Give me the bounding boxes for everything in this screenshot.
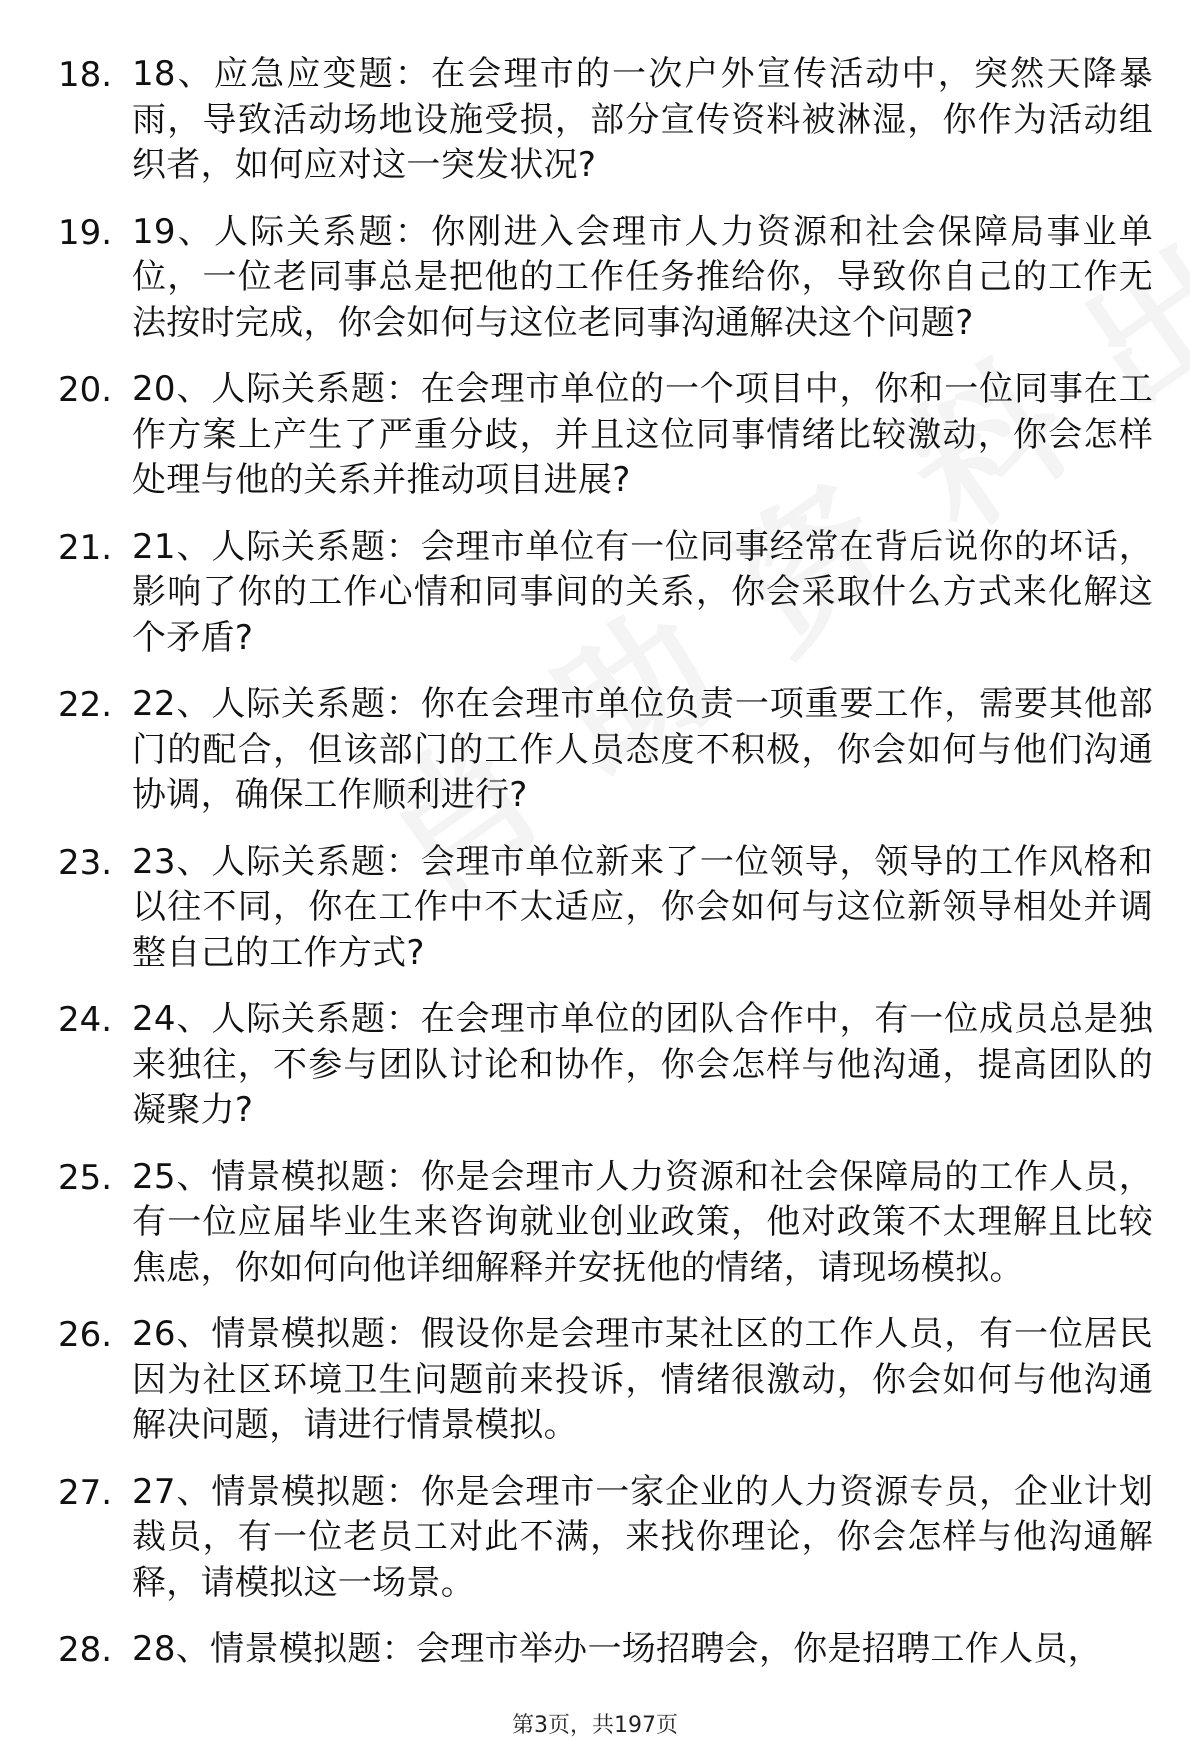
item-number: 25. <box>58 1157 113 1198</box>
item-number: 22. <box>58 685 113 725</box>
item-number: 21. <box>58 527 113 568</box>
item-text: 22、人际关系题：你在会理市单位负责一项重要工作，需要其他部门的配合，但该部门的工作人员态度不积极，你会如何与他们沟通协调，确保工作顺利进行? <box>132 684 1153 815</box>
item-text: 21、人际关系题：会理市单位有一位同事经常在背后说你的坏话，影响了你的工作心情和同事间的关系，你会采取什么方式来化解这个矛盾? <box>132 526 1153 658</box>
list-item <box>58 1155 1153 1292</box>
item-number: 20. <box>58 370 113 410</box>
item-text: 18、应急应变题：在会理市的一次户外宣传活动中，突然天降暴雨，导致活动场地设施受损，部分宣传资料被淋湿，你作为活动组织者，如何应对这一突发状况? <box>132 54 1153 185</box>
item-text: 19、人际关系题：你刚进入会理市人力资源和社会保障局事业单位，一位老同事总是把他的工作任务推给你，导致你自己的工作无法按时完成，你会如何与这位老同事沟通解决这个问题? <box>132 211 1153 343</box>
list-item <box>58 1312 1153 1449</box>
list-item <box>58 525 1153 662</box>
item-number: 19. <box>58 212 113 253</box>
list-item <box>58 367 1153 504</box>
list-item <box>58 840 1153 977</box>
list-item <box>58 997 1153 1134</box>
question-list <box>58 52 1153 1694</box>
item-text: 20、人际关系题：在会理市单位的一个项目中，你和一位同事在工作方案上产生了严重分歧，并且这位同事情绪比较激动，你会怎样处理与他的关系并推动项目进展? <box>132 369 1153 500</box>
list-item <box>58 682 1153 819</box>
item-text: 28、情景模拟题：会理市举办一场招聘会，你是招聘工作人员， <box>132 1629 1102 1669</box>
item-text: 27、情景模拟题：你是会理市一家企业的人力资源专员，企业计划裁员，有一位老员工对此不满，来找你理论，你会怎样与他沟通解释，请模拟这一场景。 <box>132 1471 1153 1603</box>
page-footer: 第3页，共197页 <box>512 1713 678 1738</box>
item-number: 28. <box>58 1630 113 1670</box>
item-text: 24、人际关系题：在会理市单位的团队合作中，有一位成员总是独来独往，不参与团队讨论和协作，你会怎样与他沟通，提高团队的凝聚力? <box>132 999 1153 1130</box>
item-number: 24. <box>58 1000 113 1040</box>
list-item <box>58 1470 1153 1607</box>
item-text: 26、情景模拟题：假设你是会理市某社区的工作人员，有一位居民因为社区环境卫生问题前来投诉，情绪很激动，你会如何与他沟通解决问题，请进行情景模拟。 <box>132 1314 1153 1445</box>
item-number: 27. <box>58 1472 113 1513</box>
item-number: 23. <box>58 842 113 883</box>
list-item <box>58 52 1153 189</box>
item-number: 18. <box>58 55 113 95</box>
list-item <box>58 210 1153 347</box>
item-text: 23、人际关系题：会理市单位新来了一位领导，领导的工作风格和以往不同，你在工作中不太适应，你会如何与这位新领导相处并调整自己的工作方式? <box>132 841 1153 973</box>
item-number: 26. <box>58 1315 113 1355</box>
list-item <box>58 1627 1153 1673</box>
item-text: 25、情景模拟题：你是会理市人力资源和社会保障局的工作人员，有一位应届毕业生来咨询就业创业政策，他对政策不太理解且比较焦虑，你如何向他详细解释并安抚他的情绪，请现场模拟。 <box>132 1156 1153 1288</box>
